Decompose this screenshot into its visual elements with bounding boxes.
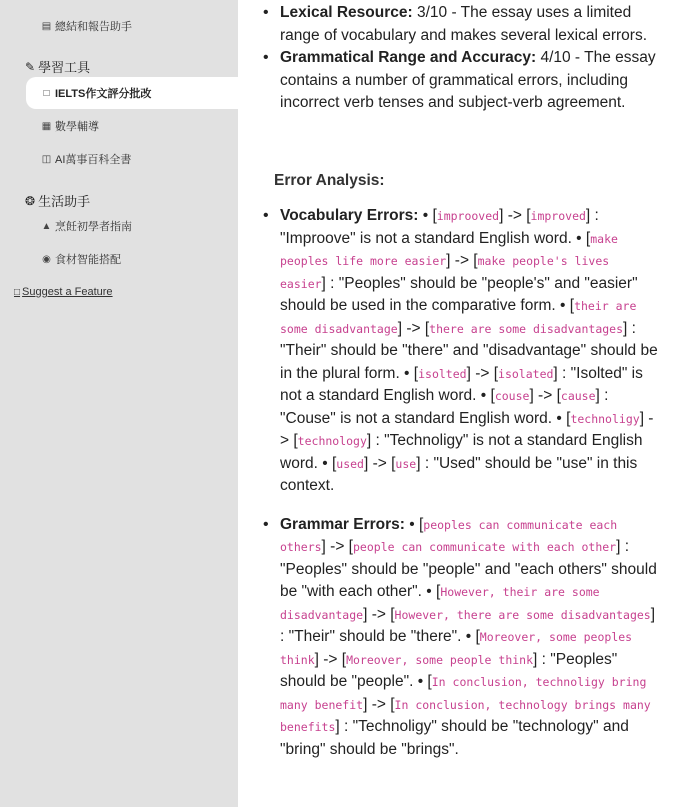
book-icon: ◫ [41,153,52,165]
error-correct-text: improved [530,209,586,223]
error-note: "Improove" is not a standard English word. [280,229,572,247]
error-wrong-text: used [336,456,364,471]
error-wrong-text: Moreover, some peoples think [280,630,633,667]
sidebar-item-ielts[interactable] [26,77,238,109]
group-label: 學習工具 [38,60,91,75]
error-correct-text: However, there are some disadvantages [394,607,651,622]
error-note: "Couse" is not a standard English word. [280,409,553,427]
error-note: "Their" should be "there" and "disadvantage" should be in the plural form. [280,342,658,382]
sidebar-item-label: 烹飪初學者指南 [55,221,132,233]
error-correct-text: make people's lives easier [280,254,610,291]
error-wrong-text: isolted [418,366,467,381]
error-note: "Isolted" is not a standard English word. [280,364,643,404]
sidebar-item-cooking[interactable] [26,210,238,242]
error-analysis-heading: Error Analysis: [274,172,385,189]
sidebar-item-encyclopedia[interactable] [26,143,238,175]
calculator-icon: ▦ [41,120,52,132]
lifebuoy-icon: ❂ [25,193,36,208]
sidebar-item-label: IELTS作文評分批改 [55,88,152,100]
document-icon: ▤ [41,20,52,32]
error-wrong-text: make peoples life more easier [280,231,618,268]
pen-icon: ✎ [25,59,36,74]
sidebar-item-label: 總結和報告助手 [55,21,132,33]
sidebar-item-label: AI萬事百科全書 [55,154,132,166]
grammar-errors-item: • Grammar Errors: • [peoples can communicate each others] -> [people can communicate with each other] : "Peoples" should be "people" and "each others" should be "with each other". • [However, their are some disadvantage] -> [However, there are some disadvantages] : "Their" should be "there". • [Moreover, some peoples think] -> [Moreover, some people think] : "Peoples" should be "people". • [In conclusion, technoligy bring many benefit] -> [In conclusion, technology brings many benefits] : "Technoligy" should be "technology" and "bring" should be "brings". [280,514,660,762]
error-correct-text: In conclusion, technology brings many benefits [280,697,651,734]
score-text: 4/10 - The essay contains a number of grammatical errors, including incorrect verb tenses and subject-verb agreement. [280,49,656,111]
vocabulary-errors-item: • Vocabulary Errors: • [improoved] -> [improved] : "Improove" is not a standard English word. • [make peoples life more easier] -> [make people's lives easier] : "Peoples" should be "people's" and "easier" should be used in the comparative form. • [their are some disadvantage] -> [there are some disadvantages] : "Their" should be "there" and "disadvantage" should be in the plural form. • [isolted] -> [isolated] : "Isolted" is not a standard English word. • [couse] -> [cause] : "Couse" is not a standard English word. • [technoligy] -> [technology] : "Technoligy" is not a standard English word. • [used] -> [use] : "Used" should be "use" in this context. [280,205,660,498]
error-correct-text: isolated [498,366,554,381]
section-title: Vocabulary Errors: [280,207,419,224]
sidebar-item-label: 食材智能搭配 [55,254,121,266]
error-correct-text: people can communicate with each other [353,540,617,554]
score-title: Grammatical Range and Accuracy: [280,49,537,66]
error-correct-text: Moreover, some people think [346,652,534,667]
sidebar-item-summary-report[interactable] [26,10,238,42]
error-wrong-text: peoples can communicate each others [280,517,618,554]
score-title: Lexical Resource: [280,4,413,21]
error-wrong-text: improoved [436,209,500,223]
sidebar-group-learning-tools [25,57,90,76]
bookmark-icon: □ [14,286,21,298]
sidebar-item-ingredients[interactable] [26,243,238,275]
sidebar [0,0,238,807]
error-wrong-text: couse [494,389,530,403]
error-wrong-text: their are some disadvantage [280,299,637,336]
error-correct-text: use [395,456,417,471]
error-note: "Technoligy" should be "technology" and "bring" should be "brings". [280,718,629,758]
sidebar-item-math[interactable] [26,110,238,142]
suggest-feature-link[interactable] [14,286,113,298]
score-list [280,2,660,115]
error-correct-text: cause [560,389,596,403]
error-wrong-text: In conclusion, technoligy bring many benefit [280,675,647,712]
error-note: "Peoples" should be "people". [280,650,618,690]
list-item [280,47,660,115]
error-correct-text: there are some disadvantages [429,321,624,336]
error-correct-text: technology [297,434,367,448]
suggest-label: Suggest a Feature [22,286,113,298]
error-wrong-text: technoligy [570,411,640,426]
error-wrong-text: However, their are some disadvantage [280,585,600,622]
error-note: "Technoligy" is not a standard English word. [280,432,643,472]
list-item [280,2,660,47]
error-note: "Peoples" should be "people's" and "easier" should be used in the comparative form. [280,274,638,314]
sidebar-item-label: 數學輔導 [55,121,99,133]
sidebar-group-life-assistant [25,191,90,210]
main-content [238,0,700,807]
error-note: "Peoples" should be "people" and "each others" should be "with each other". [280,560,657,600]
error-note: "Their" should be "there". [288,628,462,645]
chat-icon: □ [43,87,50,99]
section-title: Grammar Errors: [280,515,405,533]
group-label: 生活助手 [38,194,91,209]
error-list [280,205,660,777]
error-note: "Used" should be "use" in this context. [280,454,638,494]
flame-icon: ▲ [41,220,52,232]
score-text: 3/10 - The essay uses a limited range of vocabulary and makes several lexical errors. [280,4,648,44]
target-icon: ◉ [42,253,51,265]
